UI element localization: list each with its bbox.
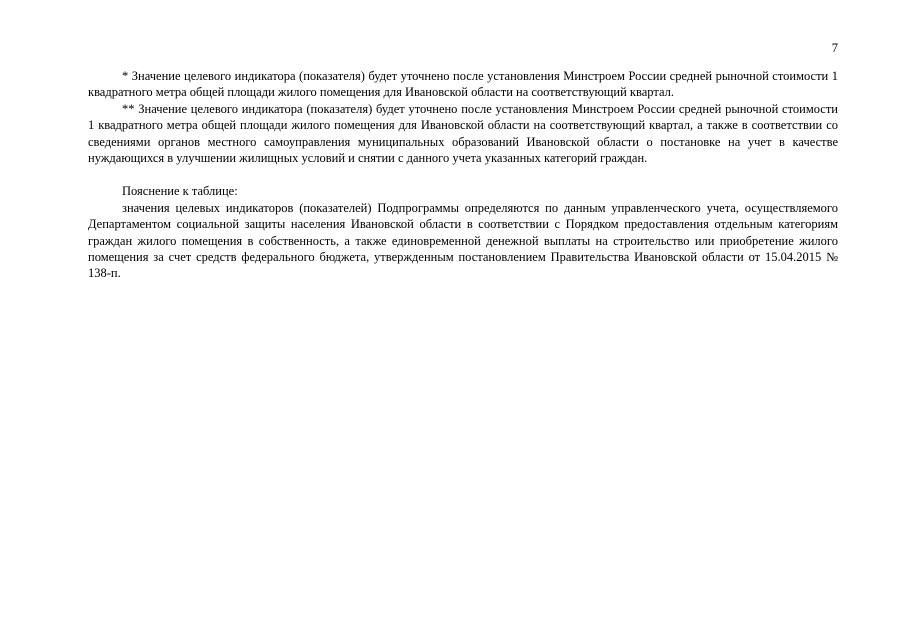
footnote-double-asterisk: ** Значение целевого индикатора (показателя) будет уточнено после установления Минстроем России средней рыночной стоимости 1 квадратного метра общей площади жилого помещения для Ивановской области на соответствующий квартал, а также в соответствии со сведениями органов местного самоуправления муниципальных образований Ивановской области о постановке на учет в качестве нуждающихся в улучшении жилищных условий и снятии с данного учета указанных категорий граждан. [88,101,838,166]
page-number: 7 [831,41,838,55]
explanation-heading: Пояснение к таблице: [122,184,238,199]
footnote-single-asterisk: * Значение целевого индикатора (показателя) будет уточнено после установления Минстроем России средней рыночной стоимости 1 квадратного метра общей площади жилого помещения для Ивановской области на соответствующий квартал. [88,69,838,100]
paragraph-spacer [88,166,838,183]
document-body [88,68,838,282]
explanation-text: значения целевых индикаторов (показателей) Подпрограммы определяются по данным управленческого учета, осуществляемого Департаментом социальной защиты населения Ивановской области в соответствии с Порядком предоставления отдельным категориям граждан жилого помещения в собственность, а также единовременной денежной выплаты на строительство или приобретение жилого помещения за счет средств федерального бюджета, утвержденным постановлением Правительства Ивановской области от 15.04.2015 № 138-п. [88,200,838,281]
